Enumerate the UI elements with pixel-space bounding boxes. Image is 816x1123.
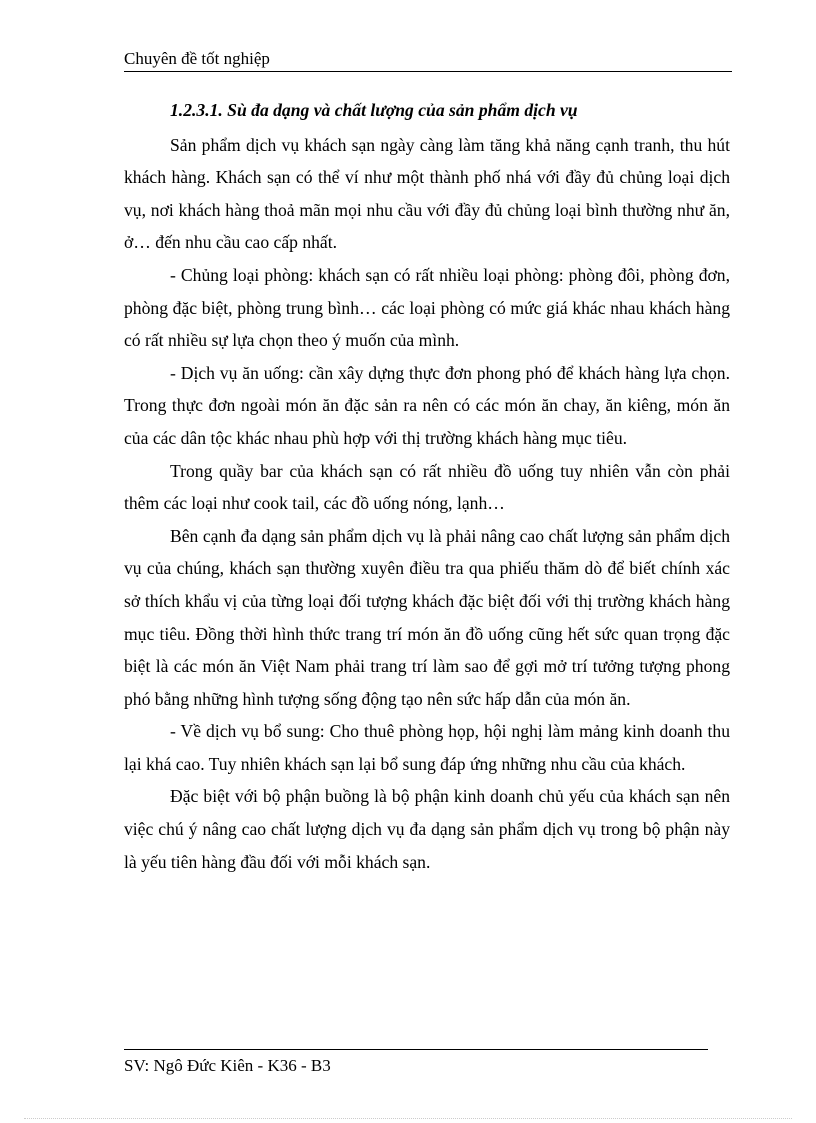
header-title: Chuyên đề tốt nghiệp [124,49,270,68]
page-header [124,48,732,72]
footer-divider [124,1049,708,1050]
paragraph-intro: Sản phẩm dịch vụ khách sạn ngày càng làm tăng khả năng cạnh tranh, thu hút khách hàng. Khách sạn có thể ví như một thành phố nhá với đầy đủ chủng loại dịch vụ, nơi khách hàng thoả mãn mọi nhu cầu với đầy đủ chủng loại bình thường như ăn, ở… đến nhu cầu cao cấp nhất. [124,134,730,253]
paragraph-room-types: - Chủng loại phòng: khách sạn có rất nhiều loại phòng: phòng đôi, phòng đơn, phòng đặc biệt, phòng trung bình… các loại phòng có mức giá khác nhau khách hàng có rất nhiều sự lựa chọn theo ý muốn của mình. [124,264,730,351]
section-heading: 1.2.3.1. Sù đa dạng và chất lượng của sản phẩm dịch vụ [170,100,578,120]
paragraph-housekeeping: Đặc biệt với bộ phận buồng là bộ phận kinh doanh chủ yếu của khách sạn nên việc chú ý nâng cao chất lượng dịch vụ đa dạng sản phẩm dịch vụ trong bộ phận này là yếu tiên hàng đầu đối với mỗi khách sạn. [124,786,730,872]
paragraph-bar: Trong quầy bar của khách sạn có rất nhiều đồ uống tuy nhiên vẫn còn phải thêm các loại như cook tail, các đồ uống nóng, lạnh… [124,460,730,514]
document-body [124,94,730,878]
paragraph-supplementary: - Về dịch vụ bổ sung: Cho thuê phòng họp, hội nghị làm mảng kinh doanh thu lại khá cao. Tuy nhiên khách sạn lại bổ sung đáp ứng những nhu cầu của khách. [124,721,730,774]
page-footer [124,1054,331,1078]
footer-author: SV: Ngô Đức Kiên - K36 - B3 [124,1056,331,1075]
page-bottom-border [24,1118,792,1119]
paragraph-quality: Bên cạnh đa dạng sản phẩm dịch vụ là phải nâng cao chất lượng sản phẩm dịch vụ của chúng, khách sạn thường xuyên điều tra qua phiếu thăm dò để biết chính xác sở thích khẩu vị của từng loại đối tượng khách đặc biệt đối với thị trường khách hàng mục tiêu. Đồng thời hình thức trang trí món ăn đồ uống cũng hết sức quan trọng đặc biệt là các món ăn Việt Nam phải trang trí làm sao để gợi mở trí tưởng tượng phong phó bằng những hình tượng sống động tạo nên sức hấp dẫn của món ăn. [124,525,730,709]
paragraph-dining: - Dịch vụ ăn uống: cần xây dựng thực đơn phong phó để khách hàng lựa chọn. Trong thực đơn ngoài món ăn đặc sản ra nên có các món ăn chay, ăn kiêng, món ăn của các dân tộc khác nhau phù hợp với thị trường khách hàng mục tiêu. [124,362,730,448]
